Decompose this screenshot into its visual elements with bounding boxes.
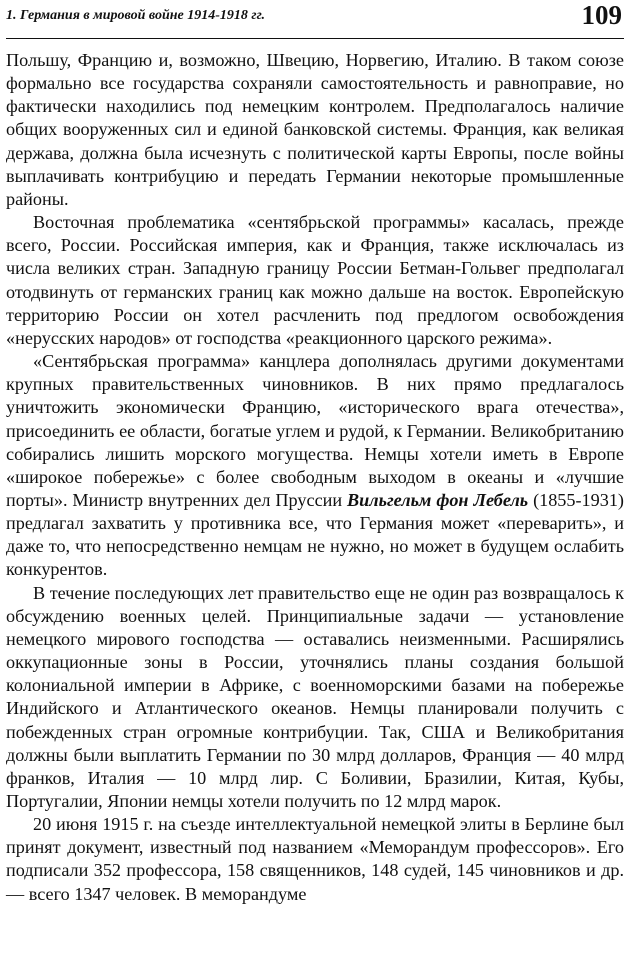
- paragraph-3: [6, 350, 624, 582]
- book-page: [6, 0, 624, 976]
- page-number: 109: [581, 0, 622, 30]
- paragraph-3-before: «Сентябрьская программа» канцлера дополнялась другими документами крупных правительственных чиновников. В них прямо предлагалось уничтожить экономически Францию, «исторического врага отечества», присоединить ее области, богатые углем и рудой, к Германии. Великобританию собирались лишить морского могущества. Немцы хотели иметь в Европе «широкое побережье» с более свободным выходом в океаны и «лучшие порты». Министр внутренних дел Пруссии: [6, 351, 624, 510]
- paragraph-1: Польшу, Францию и, возможно, Швецию, Норвегию, Италию. В таком союзе формально все государства сохраняли самостоятельность и равноправие, но фактически находились под немецким контролем. Предполагалось наличие общих вооруженных сил и единой банковской системы. Франция, как великая держава, должна была исчезнуть с политической карты Европы, после войны выплачивать контрибуцию и передать Германии некоторые промышленные районы.: [6, 50, 624, 209]
- paragraph-3-after: (1855-1931) предлагал захватить у противника все, что Германия может «переварить», и даже то, что непосредственно немцам не нужно, но может в будущем ослабить конкурентов.: [6, 489, 624, 580]
- body-text: [6, 49, 624, 906]
- paragraph-5: 20 июня 1915 г. на съезде интеллектуальной немецкой элиты в Берлине был принят документ, известный под названием «Меморандум профессоров». Его подписали 352 профессора, 158 священников, 148 судей, 145 чиновников и др. — всего 1347 человек. В меморандуме: [6, 814, 624, 904]
- running-header: [6, 2, 624, 39]
- chapter-title: 1. Германия в мировой войне 1914-1918 гг.: [6, 8, 266, 23]
- paragraph-2: Восточная проблематика «сентябрьской программы» касалась, прежде всего, России. Российская империя, как и Франция, также исключалась из числа великих стран. Западную границу России Бетман-Гольвег предполагал отодвинуть от германских границ как можно дальше на восток. Европейскую территорию России он хотел расчленить под предлогом освобождения «нерусских народов» от господства «реакционного царского режима».: [6, 212, 624, 348]
- paragraph-4: В течение последующих лет правительство еще не один раз возвращалось к обсуждению военных целей. Принципиальные задачи — установление немецкого мирового господства — оставались неизменными. Расширялись оккупационные зоны в России, уточнялись планы создания большой колониальной империи в Африке, с военноморскими базами на побережье Индийского и Атлантического океанов. Немцы планировали получить с побежденных стран огромные контрибуции. Так, США и Великобритания должны были выплатить Германии по 30 млрд долларов, Франция — 40 млрд франков, Италия — 10 млрд лир. С Боливии, Бразилии, Китая, Кубы, Португалии, Японии немцы хотели получить по 12 млрд марок.: [6, 582, 624, 811]
- person-name-lebel: Вильгельм фон Лебель: [347, 489, 529, 510]
